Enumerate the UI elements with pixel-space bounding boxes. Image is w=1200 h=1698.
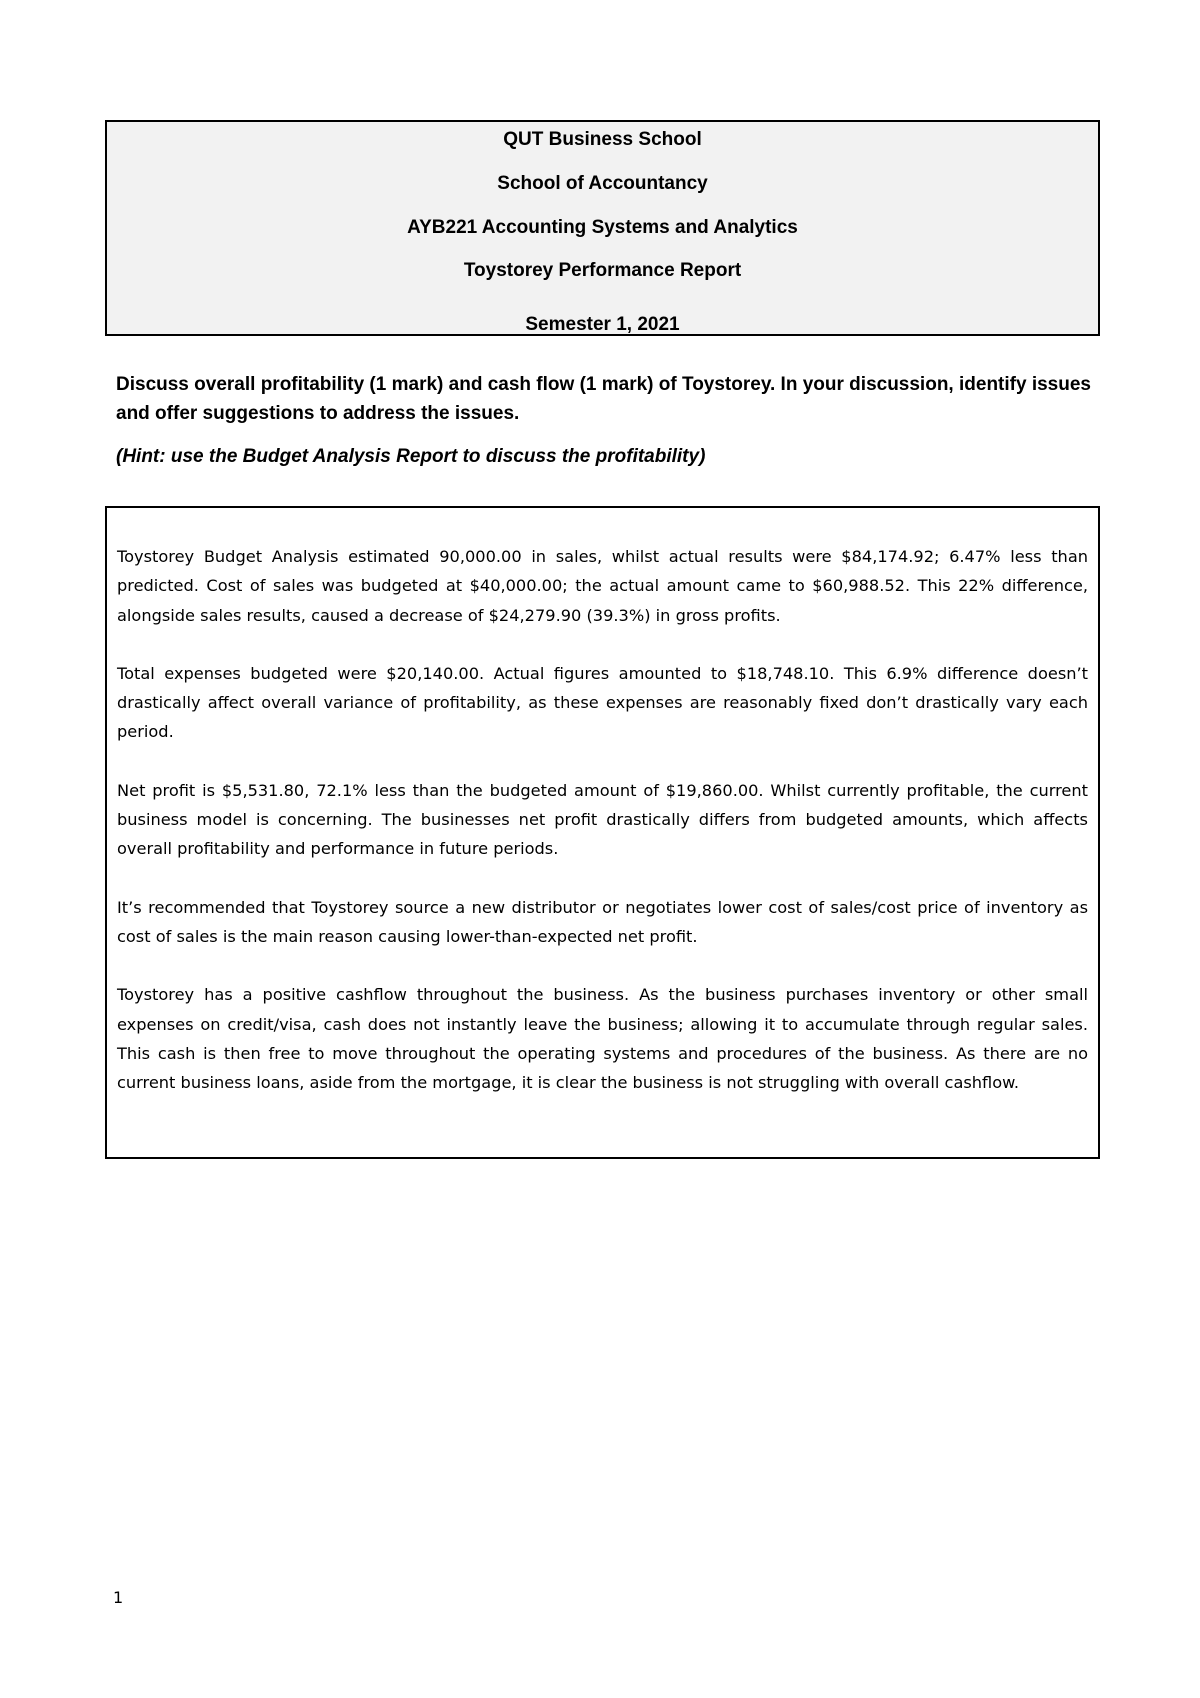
department-name: School of Accountancy <box>497 173 708 194</box>
answer-box <box>105 506 1100 1159</box>
question-prompt: Discuss overall profitability (1 mark) and cash flow (1 mark) of Toystorey. In your discussion, identify issues and offer suggestions to address the issues. <box>116 374 1091 424</box>
answer-paragraph-sales: Toystorey Budget Analysis estimated 90,000.00 in sales, whilst actual results were $84,174.92; 6.47% less than predicted. Cost of sales was budgeted at $40,000.00; the actual amount came to $60,988.52. This 22% difference, alongside sales results, caused a decrease of $24,279.90 (39.3%) in gross profits. <box>117 547 1088 625</box>
answer-paragraph-expenses: Total expenses budgeted were $20,140.00. Actual figures amounted to $18,748.10. This 6.9% difference doesn’t drastically affect overall variance of profitability, as these expenses are reasonably fixed don’t drastically vary each period. <box>117 663 1088 742</box>
report-title: Toystorey Performance Report <box>463 260 742 281</box>
semester-label: Semester 1, 2021 <box>525 314 680 335</box>
answer-paragraph-net-profit: Net profit is $5,531.80, 72.1% less than the budgeted amount of $19,860.00. Whilst currently profitable, the current business model is concerning. The businesses net profit drastically differs from budgeted amounts, which affects overall profitability and performance in future periods. <box>117 780 1088 859</box>
answer-paragraph-cashflow: Toystorey has a positive cashflow throughout the business. As the business purchases inventory or other small expenses on credit/visa, cash does not instantly leave the business; allowing it to accumulate through regular sales. This cash is then free to move throughout the operating systems and procedures of the business. As there are no current business loans, aside from the mortgage, it is clear the business is not struggling with overall cashflow. <box>117 985 1088 1093</box>
question-hint: (Hint: use the Budget Analysis Report to discuss the profitability) <box>116 446 706 467</box>
school-name: QUT Business School <box>503 129 702 150</box>
report-header-box <box>105 120 1100 336</box>
page-number: 1 <box>113 1588 124 1607</box>
course-title: AYB221 Accounting Systems and Analytics <box>407 217 798 238</box>
answer-paragraph-recommendation: It’s recommended that Toystorey source a new distributor or negotiates lower cost of sales/cost price of inventory as cost of sales is the main reason causing lower-than-expected net profit. <box>117 897 1088 946</box>
